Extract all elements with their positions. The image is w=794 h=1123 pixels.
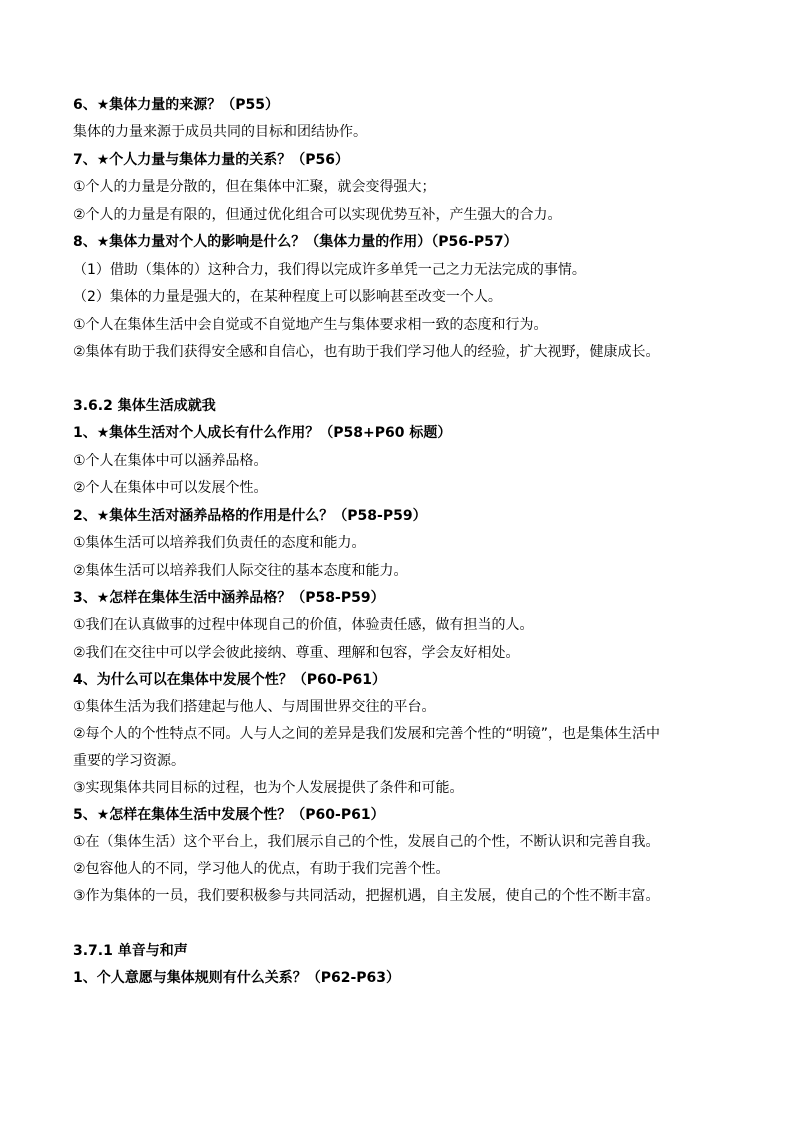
answer-text: ②个人的力量是有限的，但通过优化组合可以实现优势互补，产生强大的合力。 bbox=[73, 207, 562, 223]
answer-text: ②我们在交往中可以学会彼此接纳、尊重、理解和包容，学会友好相处。 bbox=[73, 645, 520, 661]
question-heading: 7、★个人力量与集体力量的关系？（P56） bbox=[73, 152, 350, 168]
answer-text: （2）集体的力量是强大的，在某种程度上可以影响甚至改变一个人。 bbox=[73, 289, 502, 305]
answer-text: ②个人在集体中可以发展个性。 bbox=[73, 480, 268, 496]
answer-text: ①个人的力量是分散的，但在集体中汇聚，就会变得强大； bbox=[73, 179, 436, 195]
answer-text: （1）借助（集体的）这种合力，我们得以完成许多单凭一己之力无法完成的事情。 bbox=[73, 262, 586, 278]
answer-text: ②每个人的个性特点不同。人与人之间的差异是我们发展和完善个性的“明镜”，也是集体生活中 bbox=[73, 726, 661, 742]
question-heading: 1、★集体生活对个人成长有什么作用？（P58+P60 标题） bbox=[73, 425, 452, 441]
answer-text: ①个人在集体生活中会自觉或不自觉地产生与集体要求相一致的态度和行为。 bbox=[73, 317, 548, 333]
question-heading: 5、★怎样在集体生活中发展个性？（P60-P61） bbox=[73, 807, 385, 823]
question-heading: 3、★怎样在集体生活中涵养品格？（P58-P59） bbox=[73, 590, 385, 606]
question-heading: 1、个人意愿与集体规则有什么关系？（P62-P63） bbox=[73, 970, 401, 986]
answer-text: ②包容他人的不同，学习他人的优点，有助于我们完善个性。 bbox=[73, 861, 450, 877]
answer-text: ②集体有助于我们获得安全感和自信心，也有助于我们学习他人的经验，扩大视野，健康成长。 bbox=[73, 344, 660, 360]
section-heading: 3.6.2 集体生活成就我 bbox=[73, 398, 216, 414]
answer-text: 重要的学习资源。 bbox=[73, 753, 185, 769]
answer-text: ③作为集体的一员，我们要积极参与共同活动，把握机遇，自主发展，使自己的个性不断丰富。 bbox=[73, 888, 660, 904]
answer-text: ③实现集体共同目标的过程，也为个人发展提供了条件和可能。 bbox=[73, 780, 464, 796]
answer-text: ①集体生活可以培养我们负责任的态度和能力。 bbox=[73, 535, 366, 551]
answer-text: ①集体生活为我们搭建起与他人、与周围世界交往的平台。 bbox=[73, 699, 436, 715]
section-heading: 3.7.1 单音与和声 bbox=[73, 943, 188, 959]
question-heading: 8、★集体力量对个人的影响是什么？（集体力量的作用）（P56-P57） bbox=[73, 234, 518, 250]
answer-text: ①我们在认真做事的过程中体现自己的价值，体验责任感，做有担当的人。 bbox=[73, 617, 534, 633]
answer-text: 集体的力量来源于成员共同的目标和团结协作。 bbox=[73, 124, 367, 140]
question-heading: 4、为什么可以在集体中发展个性？（P60-P61） bbox=[73, 672, 387, 688]
question-heading: 2、★集体生活对涵养品格的作用是什么？（P58-P59） bbox=[73, 508, 427, 524]
question-heading: 6、★集体力量的来源？（P55） bbox=[73, 97, 280, 113]
answer-text: ①个人在集体中可以涵养品格。 bbox=[73, 453, 268, 469]
answer-text: ②集体生活可以培养我们人际交往的基本态度和能力。 bbox=[73, 563, 408, 579]
answer-text: ①在（集体生活）这个平台上，我们展示自己的个性，发展自己的个性，不断认识和完善自我。 bbox=[73, 834, 660, 850]
